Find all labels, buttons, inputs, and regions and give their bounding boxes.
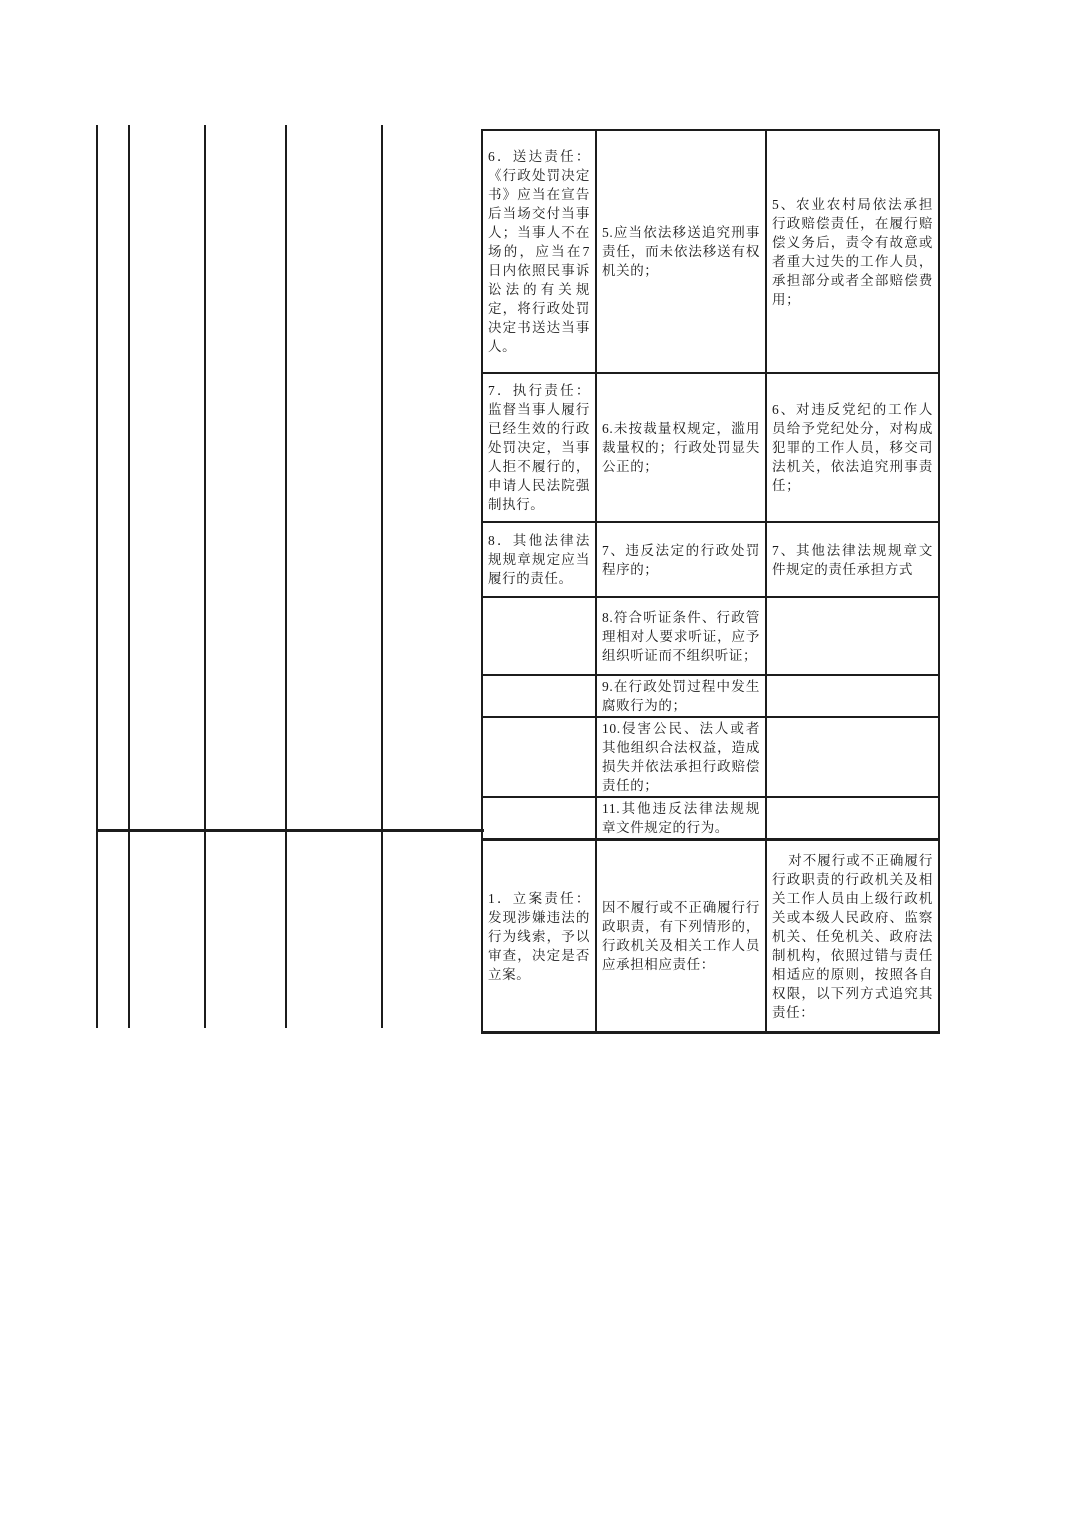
cell-text: 6.未按裁量权规定，滥用裁量权的；行政处罚显失公正的； [602,421,760,474]
cell-duty-7-enforcement [482,373,596,522]
left-grid-vertical-rule-3 [204,125,206,1028]
cell-duty-8-other [482,522,596,597]
cell-empty [766,717,939,797]
cell-accountability-method-intro [766,840,939,1033]
cell-text: 8．其他法律法规规章规定应当履行的责任。 [488,533,590,586]
cell-empty [482,717,596,797]
cell-method-5 [766,130,939,373]
cell-text: 对不履行或不正确履行行政职责的行政机关及相关工作人员由上级行政机关或本级人民政府、监察机关、任免机关、政府法制机构，依照过错与责任相适应的原则，按照各自权限，以下列方式追究其责任： [772,852,933,1020]
cell-text: 7、其他法律法规规章文件规定的责任承担方式 [772,542,933,577]
cell-situation-10 [596,717,766,797]
cell-text: 10.侵害公民、法人或者其他组织合法权益，造成损失并依法承担行政赔偿责任的； [602,721,760,793]
cell-text: 9.在行政处罚过程中发生腐败行为的； [602,679,760,713]
cell-text: 7．执行责任：监督当事人履行已经生效的行政处罚决定，当事人拒不履行的，申请人民法院强制执行。 [488,383,590,512]
cell-empty [766,675,939,717]
table-row [482,373,939,522]
cell-empty [482,675,596,717]
cell-situation-5 [596,130,766,373]
table-row [482,717,939,797]
cell-method-6 [766,373,939,522]
cell-situation-11 [596,797,766,840]
table-row [482,675,939,717]
table-row [482,797,939,840]
cell-text: 6、对违反党纪的工作人员给予党纪处分，对构成犯罪的工作人员，移交司法机关，依法追究刑事责任； [772,402,933,493]
cell-text: 因不履行或不正确履行行政职责，有下列情形的，行政机关及相关工作人员应承担相应责任： [602,900,760,972]
table-row [482,130,939,373]
cell-method-7 [766,522,939,597]
cell-text: 11.其他违反法律法规规章文件规定的行为。 [602,801,760,835]
left-grid-row-divider [96,829,484,832]
cell-duty-1-case-filing [482,840,596,1033]
cell-text: 6．送达责任：《行政处罚决定书》应当在宣告后当场交付当事人；当事人不在场的，应当在7日内依照民事诉讼法的有关规定，将行政处罚决定书送达当事人。 [488,149,590,354]
cell-text: 5.应当依法移送追究刑事责任，而未依法移送有权机关的； [602,225,760,278]
table-row [482,597,939,675]
cell-text: 5、农业农村局依法承担行政赔偿责任，在履行赔偿义务后，责令有故意或者重大过失的工作人员，承担部分或者全部赔偿费用； [772,196,933,307]
cell-empty [482,797,596,840]
cell-text: 8.符合听证条件、行政管理相对人要求听证，应予组织听证而不组织听证； [602,609,760,663]
cell-text: 7、违反法定的行政处罚程序的； [602,542,760,577]
cell-empty [766,597,939,675]
table-row [482,840,939,1033]
cell-situation-8 [596,597,766,675]
responsibility-table [481,129,940,1034]
left-grid-vertical-rule-5 [381,125,383,1028]
cell-empty [482,597,596,675]
left-grid-vertical-rule-2 [128,125,130,1028]
left-grid-vertical-rule-1 [96,125,98,1028]
left-grid-vertical-rule-4 [285,125,287,1028]
cell-text: 1．立案责任：发现涉嫌违法的行为线索，予以审查，决定是否立案。 [488,890,590,982]
cell-empty [766,797,939,840]
cell-situation-9 [596,675,766,717]
cell-accountability-intro [596,840,766,1033]
cell-duty-6-service [482,130,596,373]
cell-situation-6 [596,373,766,522]
cell-situation-7 [596,522,766,597]
table-row [482,522,939,597]
